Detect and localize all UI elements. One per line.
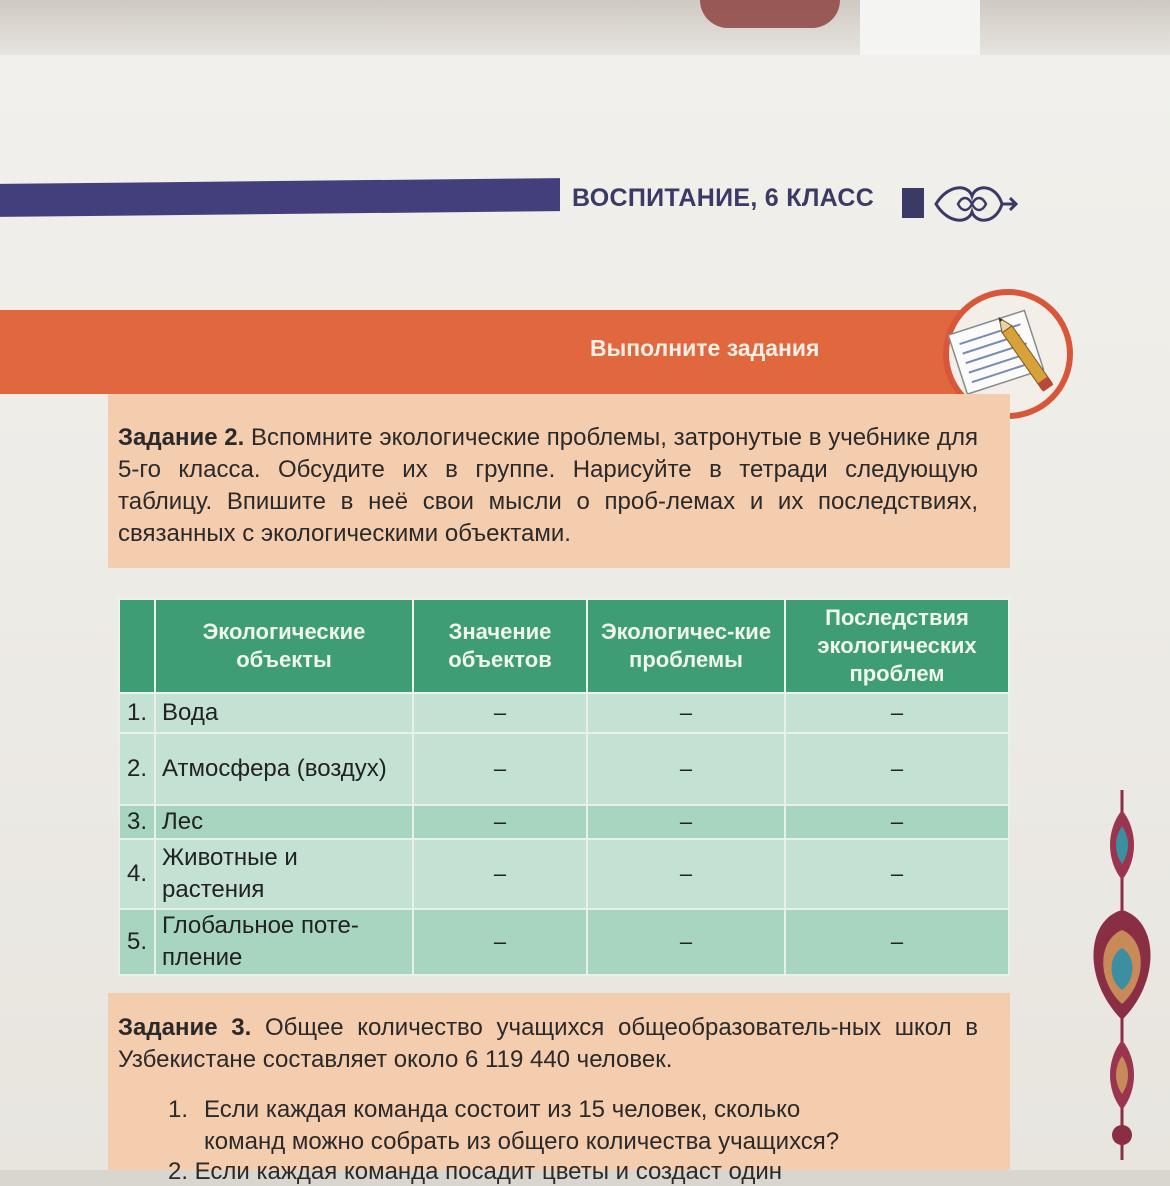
row-object: Вода [155,693,413,733]
header-problems: Экологичес-кие проблемы [587,599,785,693]
row-number: 5. [119,909,155,975]
question-line-2: команд можно собрать из общего количества учащихся? [204,1128,840,1155]
table-row [119,909,1009,975]
row-number: 3. [119,805,155,839]
row-object: Лес [155,805,413,839]
background-object [700,0,840,28]
row-object: Атмосфера (воздух) [155,733,413,805]
header-objects: Экологические объекты [155,599,413,693]
header-value: Значение объектов [413,599,587,693]
row-object: Животные и растения [155,839,413,909]
row-problems: – [587,733,785,805]
table-row [119,733,1009,805]
banner-title: Выполните задания [590,335,820,361]
row-value: – [413,733,587,805]
row-problems: – [587,839,785,909]
row-consequences: – [785,805,1009,839]
task3-text [118,1012,978,1076]
table-row [119,693,1009,733]
table-row [119,805,1009,839]
table-header-row [119,599,1009,693]
row-number: 2. [119,733,155,805]
row-consequences: – [785,733,1009,805]
row-problems: – [587,805,785,839]
row-value: – [413,839,587,909]
task3-body: Общее количество учащихся общеобразователь-ных школ в Узбекистане составляет около 6 119 440 человек. [118,1014,979,1073]
row-number: 1. [119,693,155,733]
header-consequences: Последствия экологических проблем [785,599,1009,693]
task3-label: Задание 3. [118,1014,252,1041]
row-value: – [413,805,587,839]
task2-body: Вспомните экологические проблемы, затронутые в учебнике для 5-го класса. Обсудите их в группе. Нарисуйте в тетради следующую таблицу. Впишите в неё свои мысли о проб-лемах и их последствиях, связанных с экологическими объектами. [118,424,979,547]
row-number: 4. [119,839,155,909]
row-consequences: – [785,909,1009,975]
header-number [119,599,155,693]
task2-label: Задание 2. [118,424,245,451]
task3-question-2-partial: 2. Если каждая команда посадит цветы и создаст один [168,1158,783,1185]
row-problems: – [587,909,785,975]
task2-text [118,422,978,550]
header-bar [0,178,560,217]
header-title: ВОСПИТАНИЕ, 6 КЛАСС [572,184,875,212]
task3-question-1 [168,1094,978,1158]
ecology-table [118,598,1008,976]
row-value: – [413,909,587,975]
header-square [902,188,924,218]
question-number: 1. [168,1096,189,1123]
row-consequences: – [785,839,1009,909]
row-problems: – [587,693,785,733]
row-consequences: – [785,693,1009,733]
floral-ornament-icon [928,176,1018,232]
section-banner [0,310,1020,394]
row-value: – [413,693,587,733]
vertical-floral-ornament-icon [1078,790,1166,1160]
table-row [119,839,1009,909]
question-line-1: Если каждая команда состоит из 15 человек, сколько [204,1096,801,1123]
row-object: Глобальное поте-пление [155,909,413,975]
